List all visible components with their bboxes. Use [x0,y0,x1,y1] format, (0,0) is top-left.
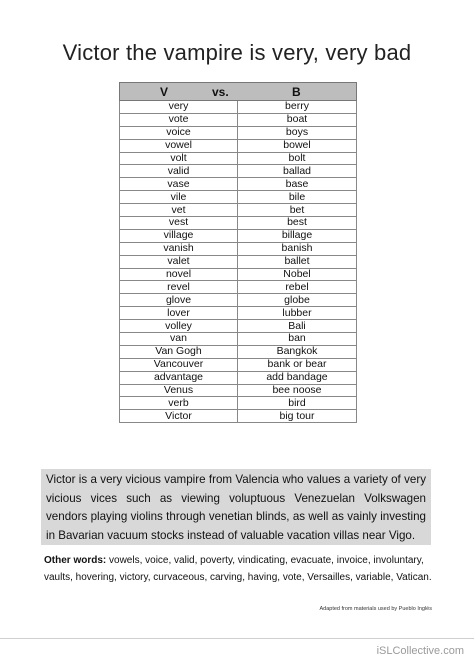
other-words [44,552,434,587]
other-words-label: Other words: [44,555,107,566]
table-row [120,113,357,126]
v-word-cell: voice [120,126,238,139]
v-word-cell: lover [120,307,238,320]
b-word-cell: lubber [238,307,357,320]
table-body [120,101,357,423]
footer-divider [0,638,474,639]
table-row [120,217,357,230]
v-word-cell: glove [120,294,238,307]
v-word-cell: advantage [120,371,238,384]
v-word-cell: vase [120,178,238,191]
b-word-cell: big tour [238,410,357,423]
b-word-cell: bird [238,397,357,410]
table-row [120,242,357,255]
table-header [120,83,357,101]
v-word-cell: verb [120,397,238,410]
b-word-cell: globe [238,294,357,307]
v-word-cell: Venus [120,384,238,397]
table-header-row [120,83,357,101]
table-row [120,281,357,294]
table-row [120,307,357,320]
v-word-cell: vile [120,191,238,204]
b-word-cell: base [238,178,357,191]
b-word-cell: banish [238,242,357,255]
table-row [120,191,357,204]
table-row [120,204,357,217]
table-row [120,410,357,423]
header-vs: vs. [212,85,229,99]
table-row [120,139,357,152]
v-word-cell: vet [120,204,238,217]
b-word-cell: bowel [238,139,357,152]
b-word-cell: Bangkok [238,345,357,358]
worksheet-title: Victor the vampire is very, very bad [62,40,412,65]
story-paragraph: Victor is a very vicious vampire from Valencia who values a variety of very vicious vices such as viewing voluptuous Venezuelan Volkswagen vendors playing violins through venetian blinds, as well as vainly investing in Bavarian vacuum stocks instead of valuable vacation villas near Vigo. [41,469,431,545]
b-word-cell: bee noose [238,384,357,397]
table-row [120,358,357,371]
b-word-cell: Bali [238,320,357,333]
b-word-cell: best [238,217,357,230]
b-word-cell: bolt [238,152,357,165]
table-row [120,178,357,191]
v-vs-b-table [119,82,357,423]
b-word-cell: boys [238,126,357,139]
table-row [120,126,357,139]
other-words-list: vowels, voice, valid, poverty, vindicating, evacuate, invoice, involuntary, vaults, hovering, victory, curvaceous, carving, having, vote, Versailles, variable, Vatican. [44,555,432,584]
table-row [120,152,357,165]
table-row [120,397,357,410]
b-word-cell: rebel [238,281,357,294]
v-word-cell: village [120,229,238,242]
b-word-cell: ban [238,333,357,346]
v-word-cell: vote [120,113,238,126]
v-word-cell: Van Gogh [120,345,238,358]
b-word-cell: ballet [238,255,357,268]
v-word-cell: vowel [120,139,238,152]
v-word-cell: vest [120,217,238,230]
v-word-cell: volt [120,152,238,165]
header-v: V [160,85,169,99]
b-word-cell: boat [238,113,357,126]
v-word-cell: van [120,333,238,346]
table-row [120,229,357,242]
table-row [120,384,357,397]
b-word-cell: Nobel [238,268,357,281]
watermark: iSLCollective.com [376,645,464,657]
v-word-cell: very [120,101,238,114]
table-row [120,101,357,114]
b-word-cell: bile [238,191,357,204]
table-row [120,333,357,346]
v-word-cell: Victor [120,410,238,423]
table-row [120,255,357,268]
v-word-cell: volley [120,320,238,333]
credit-line: Adapted from materials used by Pueblo Inglés [319,606,432,612]
v-word-cell: revel [120,281,238,294]
b-word-cell: billage [238,229,357,242]
table-row [120,165,357,178]
v-word-cell: valet [120,255,238,268]
b-word-cell: ballad [238,165,357,178]
v-word-cell: novel [120,268,238,281]
table-row [120,268,357,281]
table-row [120,371,357,384]
v-word-cell: valid [120,165,238,178]
table-row [120,294,357,307]
b-word-cell: bet [238,204,357,217]
b-word-cell: berry [238,101,357,114]
b-word-cell: bank or bear [238,358,357,371]
v-word-cell: Vancouver [120,358,238,371]
b-word-cell: add bandage [238,371,357,384]
table-row [120,345,357,358]
header-b: B [292,85,301,99]
table-row [120,320,357,333]
v-word-cell: vanish [120,242,238,255]
